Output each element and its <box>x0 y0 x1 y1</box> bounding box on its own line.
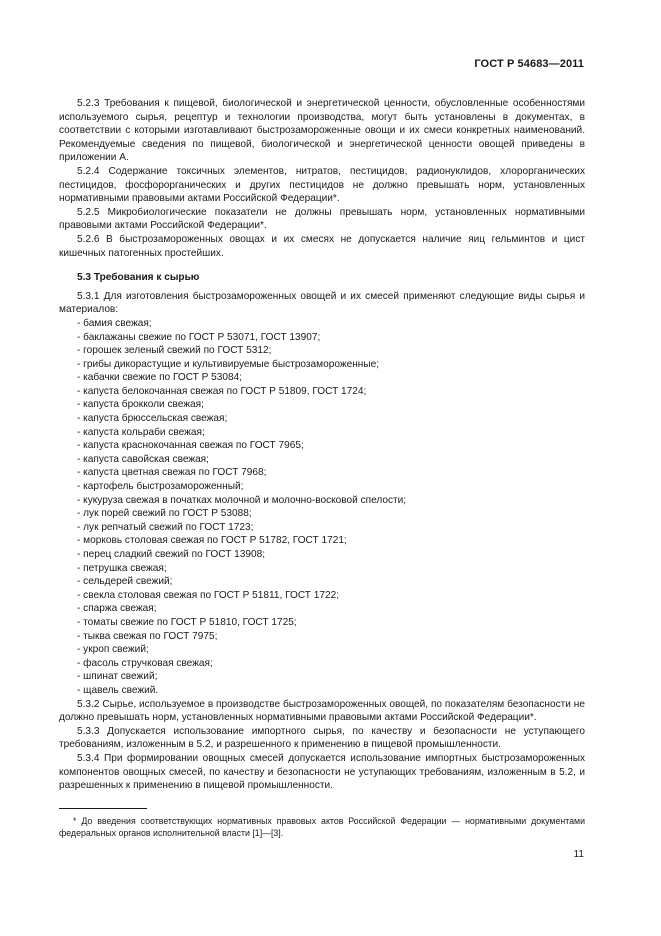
list-item: - капуста белокочанная свежая по ГОСТ Р 51809, ГОСТ 1724; <box>77 385 367 397</box>
document-code: ГОСТ Р 54683—2011 <box>474 58 584 70</box>
paragraph-5-3-2: 5.3.2 Сырье, используемое в производстве быстрозамороженных овощей, по показателям безопасности не должно превышать норм, установленных нормативными правовыми актами Российской Федерации*. <box>59 698 585 724</box>
document-body <box>59 97 585 793</box>
section-title: 5.3 Требования к сырью <box>77 272 200 284</box>
list-item: - кукуруза свежая в початках молочной и молочно-восковой спелости; <box>77 494 407 506</box>
footnote-divider <box>59 808 147 809</box>
list-item: - укроп свежий; <box>77 644 149 656</box>
list-item: - морковь столовая свежая по ГОСТ Р 51782, ГОСТ 1721; <box>77 535 347 547</box>
list-item: - кабачки свежие по ГОСТ Р 53084; <box>77 372 243 384</box>
raw-materials-list <box>59 317 585 698</box>
list-item: - шпинат свежий; <box>77 671 158 683</box>
list-item: - капуста брюссельская свежая; <box>77 413 228 425</box>
list-item: - свекла столовая свежая по ГОСТ Р 51811, ГОСТ 1722; <box>77 589 339 601</box>
list-item: - баклажаны свежие по ГОСТ Р 53071, ГОСТ 13907; <box>77 331 321 343</box>
list-item: - спаржа свежая; <box>77 603 157 615</box>
list-item: - лук порей свежий по ГОСТ Р 53088; <box>77 508 252 520</box>
list-item: - перец сладкий свежий по ГОСТ 13908; <box>77 549 266 560</box>
paragraph-5-3-4: 5.3.4 При формировании овощных смесей допускается использование импортных быстрозамороженных компонентов овощных смесей, по качеству и безопасности не уступающих требованиям, изложенным в 5.2, и разрешенных к применению в пищевой промышленности. <box>59 752 585 792</box>
list-item: - капуста краснокочанная свежая по ГОСТ 7965; <box>77 440 304 452</box>
list-item: - тыква свежая по ГОСТ 7975; <box>77 630 218 642</box>
list-item: - бамия свежая; <box>77 317 152 329</box>
list-item: - сельдерей свежий; <box>77 576 173 588</box>
list-item: - картофель быстрозамороженный; <box>77 481 244 493</box>
list-item: - капуста цветная свежая по ГОСТ 7968; <box>77 467 267 479</box>
paragraph-5-3-1: 5.3.1 Для изготовления быстрозамороженных овощей и их смесей применяют следующие виды сырья и материалов: <box>59 290 585 316</box>
paragraph-5-2-6: 5.2.6 В быстрозамороженных овощах и их смесях не допускается наличие яиц гельминтов и цист кишечных патогенных простейших. <box>59 233 585 259</box>
list-item: - грибы дикорастущие и культивируемые быстрозамороженные; <box>77 358 380 370</box>
list-item: - капуста кольраби свежая; <box>77 426 205 438</box>
paragraph-5-2-5: 5.2.5 Микробиологические показатели не должны превышать норм, установленных нормативными правовыми актами Российской Федерации*. <box>59 206 585 232</box>
list-item: - капуста савойская свежая; <box>77 453 209 465</box>
paragraph-5-3-3: 5.3.3 Допускается использование импортного сырья, по качеству и безопасности не уступающего требованиям, изложенным в 5.2, и разрешенного к применению в пищевой промышленности. <box>59 725 585 751</box>
list-item: - щавель свежий. <box>77 684 159 696</box>
list-item: - фасоль стручковая свежая; <box>77 657 213 669</box>
paragraph-5-2-4: 5.2.4 Содержание токсичных элементов, нитратов, пестицидов, радионуклидов, хлорорганических пестицидов, фосфорорганических и других пестицидов не должно превышать норм, установленных нормативными правовыми актами Российской Федерации*. <box>59 165 585 205</box>
list-item: - томаты свежие по ГОСТ Р 51810, ГОСТ 1725; <box>77 616 297 628</box>
footnote: * До введения соответствующих нормативных правовых актов Российской Федерации — нормативными документами федеральных органов исполнительной власти [1]—[3]. <box>59 816 585 838</box>
paragraph-5-2-3: 5.2.3 Требования к пищевой, биологической и энергетической ценности, обусловленные особенностями используемого сырья, рецептур и технологии производства, могут быть установлены в документах, в соответствии с которыми изготавливают быстрозамороженные овощи и их смеси конкретных наименований. Рекомендуемые сведения по пищевой, биологической и энергетической ценности овощей приведены в приложении А. <box>59 98 585 164</box>
list-item: - капуста брокколи свежая; <box>77 399 204 411</box>
list-item: - лук репчатый свежий по ГОСТ 1723; <box>77 521 254 533</box>
list-item: - горошек зеленый свежий по ГОСТ 5312; <box>77 345 272 357</box>
list-item: - петрушка свежая; <box>77 562 167 574</box>
page-number: 11 <box>573 849 584 860</box>
